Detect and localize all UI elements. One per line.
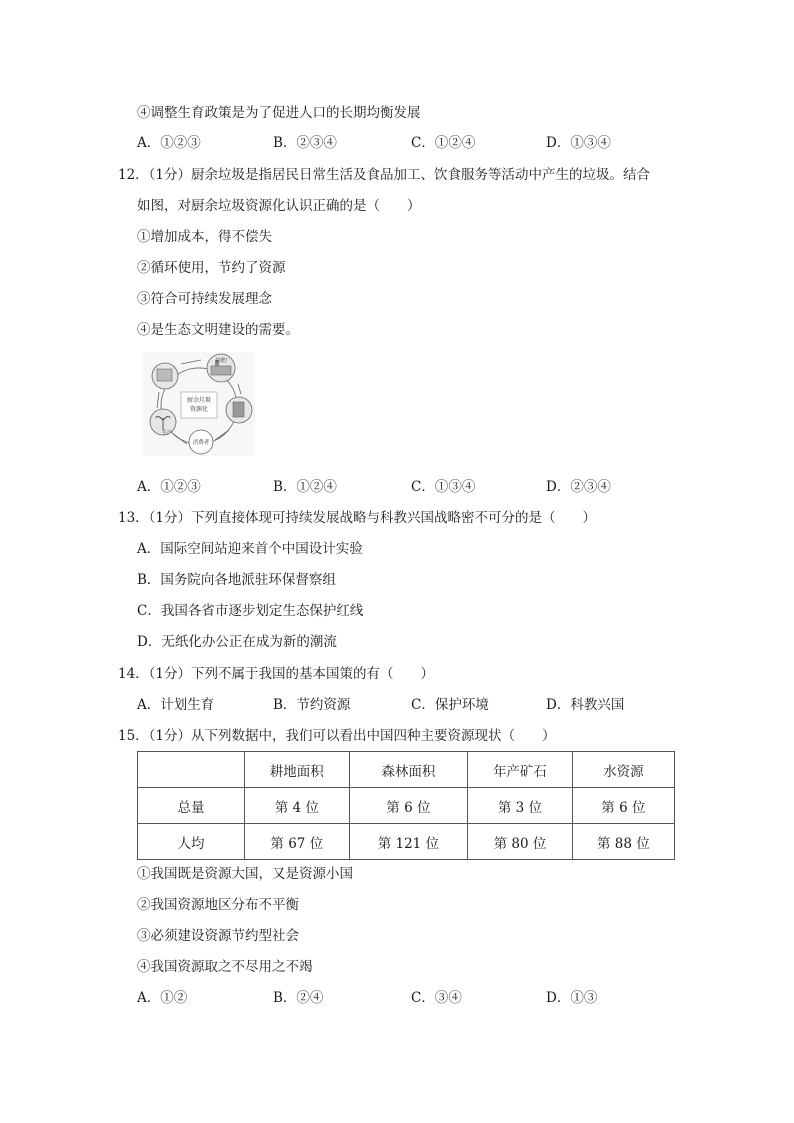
table-header-cell: 水资源: [572, 752, 674, 788]
q11-option-d[interactable]: D．①③④: [546, 135, 611, 151]
q11-statement-4: ④调整生育政策是为了促进人口的长期均衡发展: [137, 105, 421, 121]
table-cell: 第 67 位: [245, 824, 350, 860]
figure-label-top: 饲肥厂: [215, 358, 231, 364]
q15-statement-3: ③必须建设资源节约型社会: [137, 928, 299, 944]
q14-option-b[interactable]: B．节约资源: [273, 697, 351, 713]
q13-option-d[interactable]: D．无纸化办公正在成为新的潮流: [137, 634, 337, 650]
table-cell: 第 6 位: [349, 788, 468, 824]
q12-statement-4: ④是生态文明建设的需要。: [137, 322, 299, 338]
table-header-cell: 耕地面积: [245, 752, 350, 788]
table-cell: 总量: [138, 788, 245, 824]
q15-stem: 15．（1分）从下列数据中，我们可以看出中国四种主要资源现状（ ）: [118, 728, 556, 744]
q14-stem: 14．（1分）下列不属于我国的基本国策的有（ ）: [118, 666, 435, 682]
table-header-cell: 森林面积: [349, 752, 468, 788]
q13-option-c[interactable]: C．我国各省市逐步划定生态保护红线: [137, 603, 364, 619]
q12-stem-line2: 如图，对厨余垃圾资源化认识正确的是（ ）: [137, 198, 421, 214]
q15-option-b[interactable]: B．②④: [273, 990, 324, 1006]
q13-option-b[interactable]: B．国务院向各地派驻环保督察组: [137, 572, 336, 588]
q15-statement-2: ②我国资源地区分布不平衡: [137, 897, 299, 913]
table-header-cell: [138, 752, 245, 788]
q13-option-a[interactable]: A．国际空间站迎来首个中国设计实验: [137, 541, 363, 557]
q15-option-a[interactable]: A．①②: [137, 990, 188, 1006]
q12-option-d[interactable]: D．②③④: [546, 479, 611, 495]
resource-data-table: [137, 751, 675, 860]
table-row: [138, 824, 675, 860]
kitchen-waste-cycle-figure: [143, 352, 255, 456]
q11-option-c[interactable]: C．①②④: [411, 135, 476, 151]
q12-statement-1: ①增加成本，得不偿失: [137, 229, 272, 245]
figure-center-line2: 资源化: [189, 406, 209, 413]
q13-stem: 13．（1分）下列直接体现可持续发展战略与科教兴国战略密不可分的是（ ）: [118, 510, 597, 526]
q11-option-a[interactable]: A．①②③: [137, 135, 201, 151]
figure-center-line1: 厨余垃圾: [186, 397, 212, 404]
q12-statement-2: ②循环使用，节约了资源: [137, 260, 286, 276]
q14-option-a[interactable]: A．计划生育: [137, 697, 215, 713]
table-cell: 第 80 位: [468, 824, 573, 860]
q11-option-b[interactable]: B．②③④: [273, 135, 337, 151]
figure-label-left: 生产: [161, 430, 173, 436]
table-cell: 人均: [138, 824, 245, 860]
q12-option-a[interactable]: A．①②③: [137, 479, 201, 495]
table-cell: 第 3 位: [468, 788, 573, 824]
q12-option-b[interactable]: B．①②④: [273, 479, 337, 495]
q12-option-c[interactable]: C．①③④: [411, 479, 476, 495]
q15-option-d[interactable]: D．①③: [546, 990, 598, 1006]
q14-option-c[interactable]: C．保护环境: [411, 697, 489, 713]
q12-statement-3: ③符合可持续发展理念: [137, 291, 272, 307]
table-header-row: [138, 752, 675, 788]
q15-statement-4: ④我国资源取之不尽用之不竭: [137, 959, 313, 975]
table-cell: 第 88 位: [572, 824, 674, 860]
table-row: [138, 788, 675, 824]
q14-option-d[interactable]: D．科教兴国: [546, 697, 625, 713]
table-header-cell: 年产矿石: [468, 752, 573, 788]
q15-statement-1: ①我国既是资源大国，又是资源小国: [137, 866, 353, 882]
q12-stem-line1: 12．（1分）厨余垃圾是指居民日常生活及食品加工、饮食服务等活动中产生的垃圾。结合: [118, 167, 651, 183]
figure-label-bottom: 消费者: [192, 440, 210, 446]
table-cell: 第 121 位: [349, 824, 468, 860]
table-cell: 第 4 位: [245, 788, 350, 824]
q15-option-c[interactable]: C．③④: [411, 990, 462, 1006]
table-cell: 第 6 位: [572, 788, 674, 824]
